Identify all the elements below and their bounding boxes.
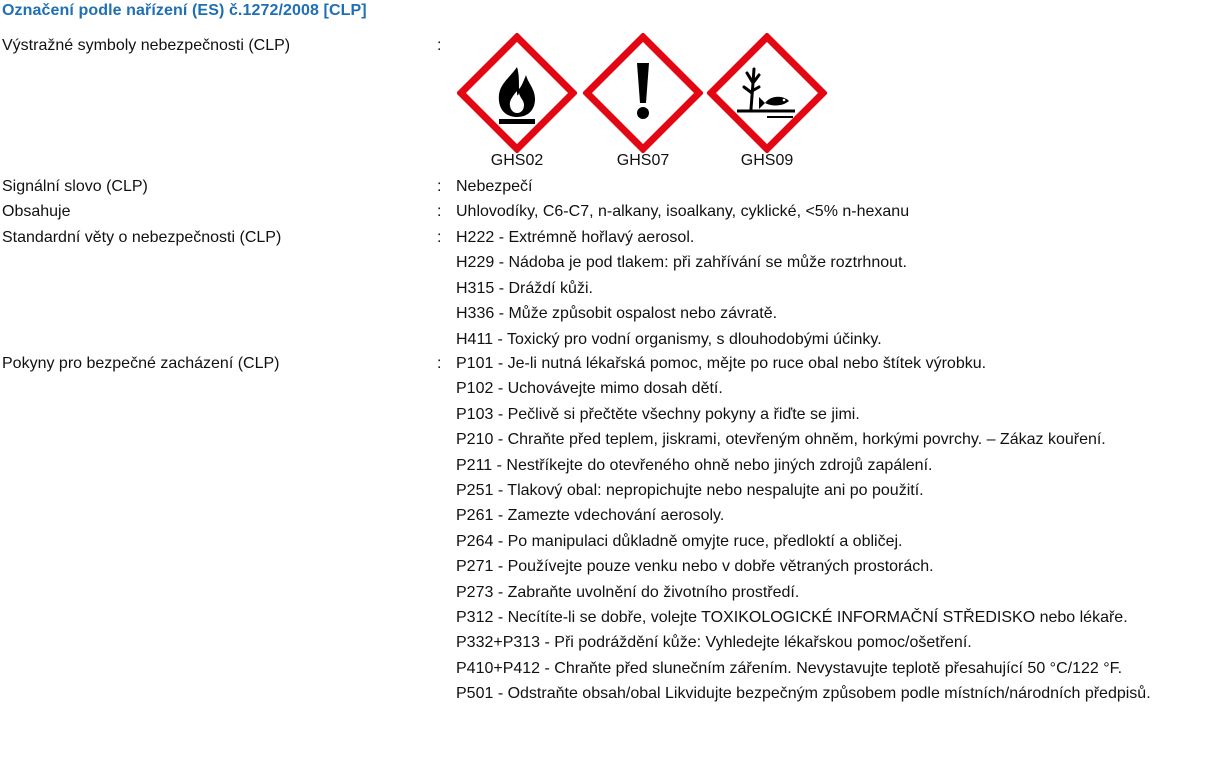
precautionary-statement: P312 - Necítíte-li se dobře, volejte TOXIKOLOGICKÉ INFORMAČNÍ STŘEDISKO nebo lékaře. — [456, 609, 1128, 627]
hazard-statements-colon: : — [437, 229, 442, 246]
precautionary-statement: P251 - Tlakový obal: nepropichujte nebo nespalujte ani po použití. — [456, 482, 924, 500]
precautionary-statement: P103 - Pečlivě si přečtěte všechny pokyny a řiďte se jimi. — [456, 405, 860, 423]
hazard-statement: H315 - Dráždí kůži. — [456, 279, 593, 297]
signal-word-label: Signální slovo (CLP) — [2, 178, 148, 195]
hazard-statements-label: Standardní věty o nebezpečnosti (CLP) — [2, 229, 282, 246]
precautionary-statements-colon: : — [437, 355, 442, 372]
pictogram-ghs09 — [707, 33, 827, 169]
precautionary-statement: P210 - Chraňte před teplem, jiskrami, otevřeným ohněm, horkými povrchy. – Zákaz kouření. — [456, 431, 1106, 449]
pictogram-ghs02 — [457, 33, 577, 169]
contains-colon: : — [437, 203, 442, 220]
precautionary-statement: P273 - Zabraňte uvolnění do životního prostředí. — [456, 583, 800, 601]
signal-word-value: Nebezpečí — [456, 178, 533, 195]
exclamation-mark-icon — [583, 33, 703, 153]
hazard-statement: H222 - Extrémně hořlavý aerosol. — [456, 229, 695, 246]
contains-value: Uhlovodíky, C6-C7, n-alkany, isoalkany, cyklické, <5% n-hexanu — [456, 203, 910, 220]
precautionary-statements-list — [456, 351, 1201, 707]
precautionary-statement: P332+P313 - Při podráždění kůže: Vyhledejte lékařskou pomoc/ošetření. — [456, 634, 972, 652]
precautionary-statement: P410+P412 - Chraňte před slunečním zářením. Nevystavujte teplotě přesahující 50 °C/122 °F. — [456, 659, 1123, 677]
hazard-statement: H411 - Toxický pro vodní organismy, s dlouhodobými účinky. — [456, 330, 882, 348]
pictogram-code-ghs09: GHS09 — [740, 152, 794, 169]
pictograms-colon: : — [437, 37, 442, 54]
section-title: Označení podle nařízení (ES) č.1272/2008 [CLP] — [2, 2, 367, 19]
contains-label: Obsahuje — [2, 203, 71, 220]
precautionary-statement: P261 - Zamezte vdechování aerosoly. — [456, 507, 725, 525]
precautionary-statement: P271 - Používejte pouze venku nebo v dobře větraných prostorách. — [456, 558, 934, 576]
precautionary-statements-label: Pokyny pro bezpečné zacházení (CLP) — [2, 355, 280, 372]
hazard-statements-list — [456, 225, 1201, 352]
pictogram-ghs07 — [583, 33, 703, 169]
pictogram-code-ghs02: GHS02 — [490, 152, 544, 169]
pictogram-code-ghs07: GHS07 — [616, 152, 670, 169]
precautionary-statement: P211 - Nestříkejte do otevřeného ohně nebo jiných zdrojů zapálení. — [456, 456, 933, 474]
flame-icon — [457, 33, 577, 153]
signal-word-colon: : — [437, 178, 442, 195]
hazard-statement: H336 - Může způsobit ospalost nebo závratě. — [456, 305, 778, 323]
pictograms-label: Výstražné symboly nebezpečnosti (CLP) — [2, 37, 291, 54]
precautionary-statement: P102 - Uchovávejte mimo dosah dětí. — [456, 380, 723, 398]
hazard-statement: H229 - Nádoba je pod tlakem: při zahřívání se může roztrhnout. — [456, 254, 907, 272]
environment-icon — [707, 33, 827, 153]
precautionary-statement: P501 - Odstraňte obsah/obal Likvidujte bezpečným způsobem podle místních/národních předpisů. — [456, 685, 1151, 703]
precautionary-statement: P101 - Je-li nutná lékařská pomoc, mějte po ruce obal nebo štítek výrobku. — [456, 355, 987, 372]
precautionary-statement: P264 - Po manipulaci důkladně omyjte ruce, předloktí a obličej. — [456, 532, 903, 550]
